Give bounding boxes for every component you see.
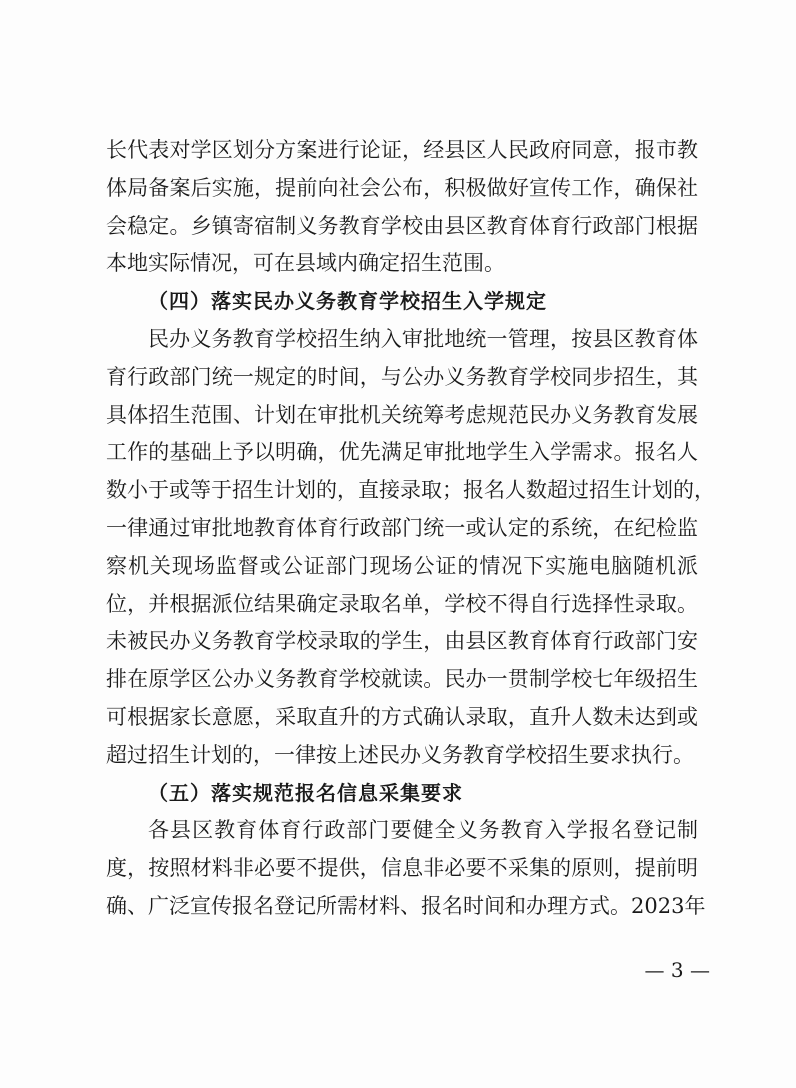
text-line: 本地实际情况，可在县域内确定招生范围。 [106,251,505,276]
text-line: 体局备案后实施，提前向社会公布，积极做好宣传工作，确保社 [106,175,698,200]
text-line: 度，按照材料非必要不提供，信息非必要不采集的原则，提前明 [106,856,698,881]
text-line: 未被民办义务教育学校录取的学生，由县区教育体育行政部门安 [106,629,698,654]
section-heading: （五）落实规范报名信息采集要求 [148,780,463,805]
text-line: 工作的基础上予以明确，优先满足审批地学生入学需求。报名人 [106,440,698,465]
text-line: 超过招生计划的，一律按上述民办义务教育学校招生要求执行。 [106,742,694,767]
text-line: 各县区教育体育行政部门要健全义务教育入学报名登记制 [148,818,698,843]
page-number: — 3 — [644,958,710,982]
document-body [106,132,715,926]
text-line: 可根据家长意愿，采取直升的方式确认录取，直升人数未达到或 [106,704,698,729]
section-heading: （四）落实民办义务教育学校招生入学规定 [148,289,547,314]
text-line: 一律通过审批地教育体育行政部门统一或认定的系统，在纪检监 [106,515,698,540]
text-line: 察机关现场监督或公证部门现场公证的情况下实施电脑随机派 [106,553,698,578]
text-line: 会稳定。乡镇寄宿制义务教育学校由县区教育体育行政部门根据 [106,213,698,238]
text-line: 长代表对学区划分方案进行论证，经县区人民政府同意，报市教 [106,138,698,162]
text-line: 民办义务教育学校招生纳入审批地统一管理，按县区教育体 [148,326,698,351]
text-line: 具体招生范围、计划在审批机关统筹考虑规范民办义务教育发展 [106,402,698,427]
text-line: 育行政部门统一规定的时间，与公办义务教育学校同步招生，其 [106,364,698,389]
text-line: 数小于或等于招生计划的，直接录取；报名人数超过招生计划的， [106,478,715,503]
text-line: 位，并根据派位结果确定录取名单，学校不得自行选择性录取。 [106,591,698,616]
text-line: 确、广泛宣传报名登记所需材料、报名时间和办理方式。2023年 [106,893,706,918]
text-line: 排在原学区公办义务教育学校就读。民办一贯制学校七年级招生 [106,667,698,692]
